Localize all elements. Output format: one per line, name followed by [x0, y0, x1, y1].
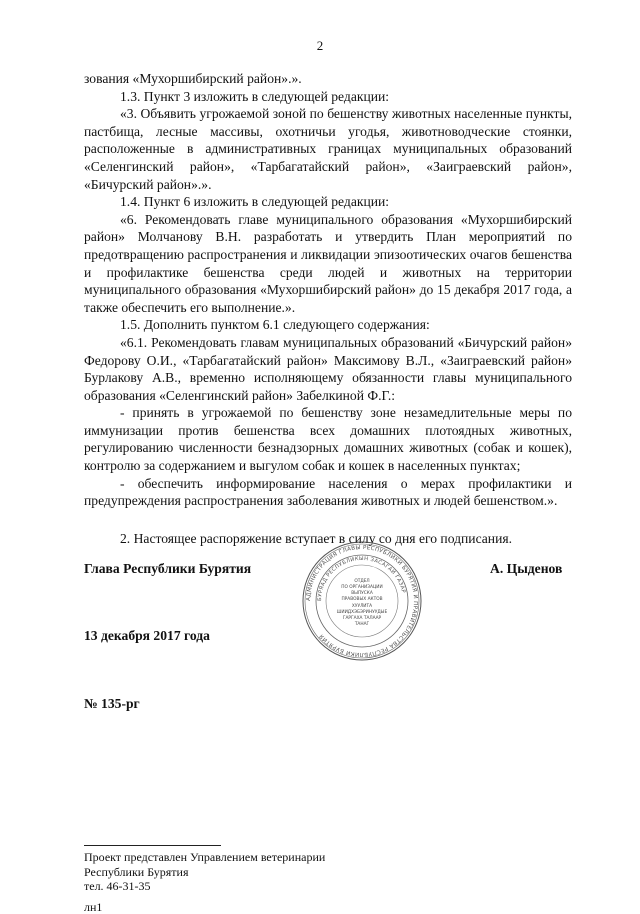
- paragraph-quote-6: «6. Рекомендовать главе муниципального образования «Мухоршибирский район» Молчанову В.Н. разработать и утвердить План мероприятий по предотвращению распространения и ликвидации эпизоотических очагов бешенства и профилактике бешенства среди людей и животных на территории муниципального образования «Мухоршибирский район» до 15 декабря 2017 года, а также обеспечить его выполнение.».: [84, 211, 572, 317]
- stamp-center-line: ПО ОРГАНИЗАЦИИ: [341, 584, 382, 590]
- footer-divider: [84, 845, 221, 846]
- stamp-center-line: ВЫПУСКА: [351, 590, 373, 596]
- stamp-center-line: ПРАВОВЫХ АКТОВ: [341, 596, 382, 602]
- footer-line: Проект представлен Управлением ветеринарии: [84, 850, 325, 865]
- document-date: 13 декабря 2017 года: [84, 628, 210, 644]
- document-number: № 135-рг: [84, 696, 140, 712]
- paragraph-continuation: зования «Мухоршибирский район».».: [84, 70, 572, 88]
- footer-line: Республики Бурятия: [84, 865, 325, 880]
- official-stamp: [301, 540, 423, 662]
- stamp-center-line: ОТДЕЛ: [354, 578, 369, 584]
- stamp-center-line: ГАРГАХА ТАЛААР: [343, 615, 382, 621]
- paragraph-quote-3: «3. Объявить угрожаемой зоной по бешенству животных населенные пункты, пастбища, лесные массивы, охотничьи угодья, животноводческие стоянки, расположенные в административных границах муниципальных образований «Селенгинский район», «Тарбагатайский район», «Заиграевский район», «Бичурский район».».: [84, 105, 572, 193]
- paragraph-bullet-2: - обеспечить информирование населения о мерах профилактики и предупреждения распространения заболевания животных и людей бешенством.».: [84, 475, 572, 510]
- footer-note: [84, 850, 325, 914]
- paragraph-item-2: 2. Настоящее распоряжение вступает в силу со дня его подписания.: [84, 530, 572, 548]
- paragraph-item-1-3: 1.3. Пункт 3 изложить в следующей редакции:: [84, 88, 572, 106]
- stamp-center-line: ШИИДХЭБЭРИНУУДЫЕ: [337, 609, 388, 615]
- stamp-center-line: ТАНАГ: [354, 621, 370, 627]
- stamp-outer-text: АДМИНИСТРАЦИЯ ГЛАВЫ РЕСПУБЛИКИ БУРЯТИЯ И ПРАВИТЕЛЬСТВА РЕСПУБЛИКИ БУРЯТИЯ: [306, 545, 418, 657]
- footer-line: тел. 46-31-35: [84, 879, 325, 894]
- stamp-inner-text: БУРЯАД РЕСПУБЛИКЫН ЗАСАГАЙ ГАЗАР: [317, 556, 406, 601]
- stamp-center-line: ХУУЛИТА: [352, 603, 372, 609]
- document-body: [84, 70, 572, 547]
- signature-name: А. Цыденов: [490, 561, 562, 577]
- paragraph-item-1-5: 1.5. Дополнить пунктом 6.1 следующего содержания:: [84, 316, 572, 334]
- page-number: 2: [0, 38, 640, 54]
- paragraph-item-1-4: 1.4. Пункт 6 изложить в следующей редакции:: [84, 193, 572, 211]
- signature-title: Глава Республики Бурятия: [84, 561, 251, 577]
- footer-code: лн1: [84, 900, 325, 914]
- paragraph-bullet-1: - принять в угрожаемой по бешенству зоне незамедлительные меры по иммунизации против бешенства всех домашних плотоядных животных, регулированию численности безнадзорных домашних животных (собак и кошек), контролю за содержанием и выгулом собак и кошек в населенных пунктах;: [84, 404, 572, 474]
- paragraph-quote-6-1: «6.1. Рекомендовать главам муниципальных образований «Бичурский район» Федорову О.И., «Тарбагатайский район» Максимову В.Л., «Заиграевский район» Бурлакову А.В., временно исполняющему обязанности главы муниципального образования «Селенгинский район» Забелкиной Ф.Г.:: [84, 334, 572, 404]
